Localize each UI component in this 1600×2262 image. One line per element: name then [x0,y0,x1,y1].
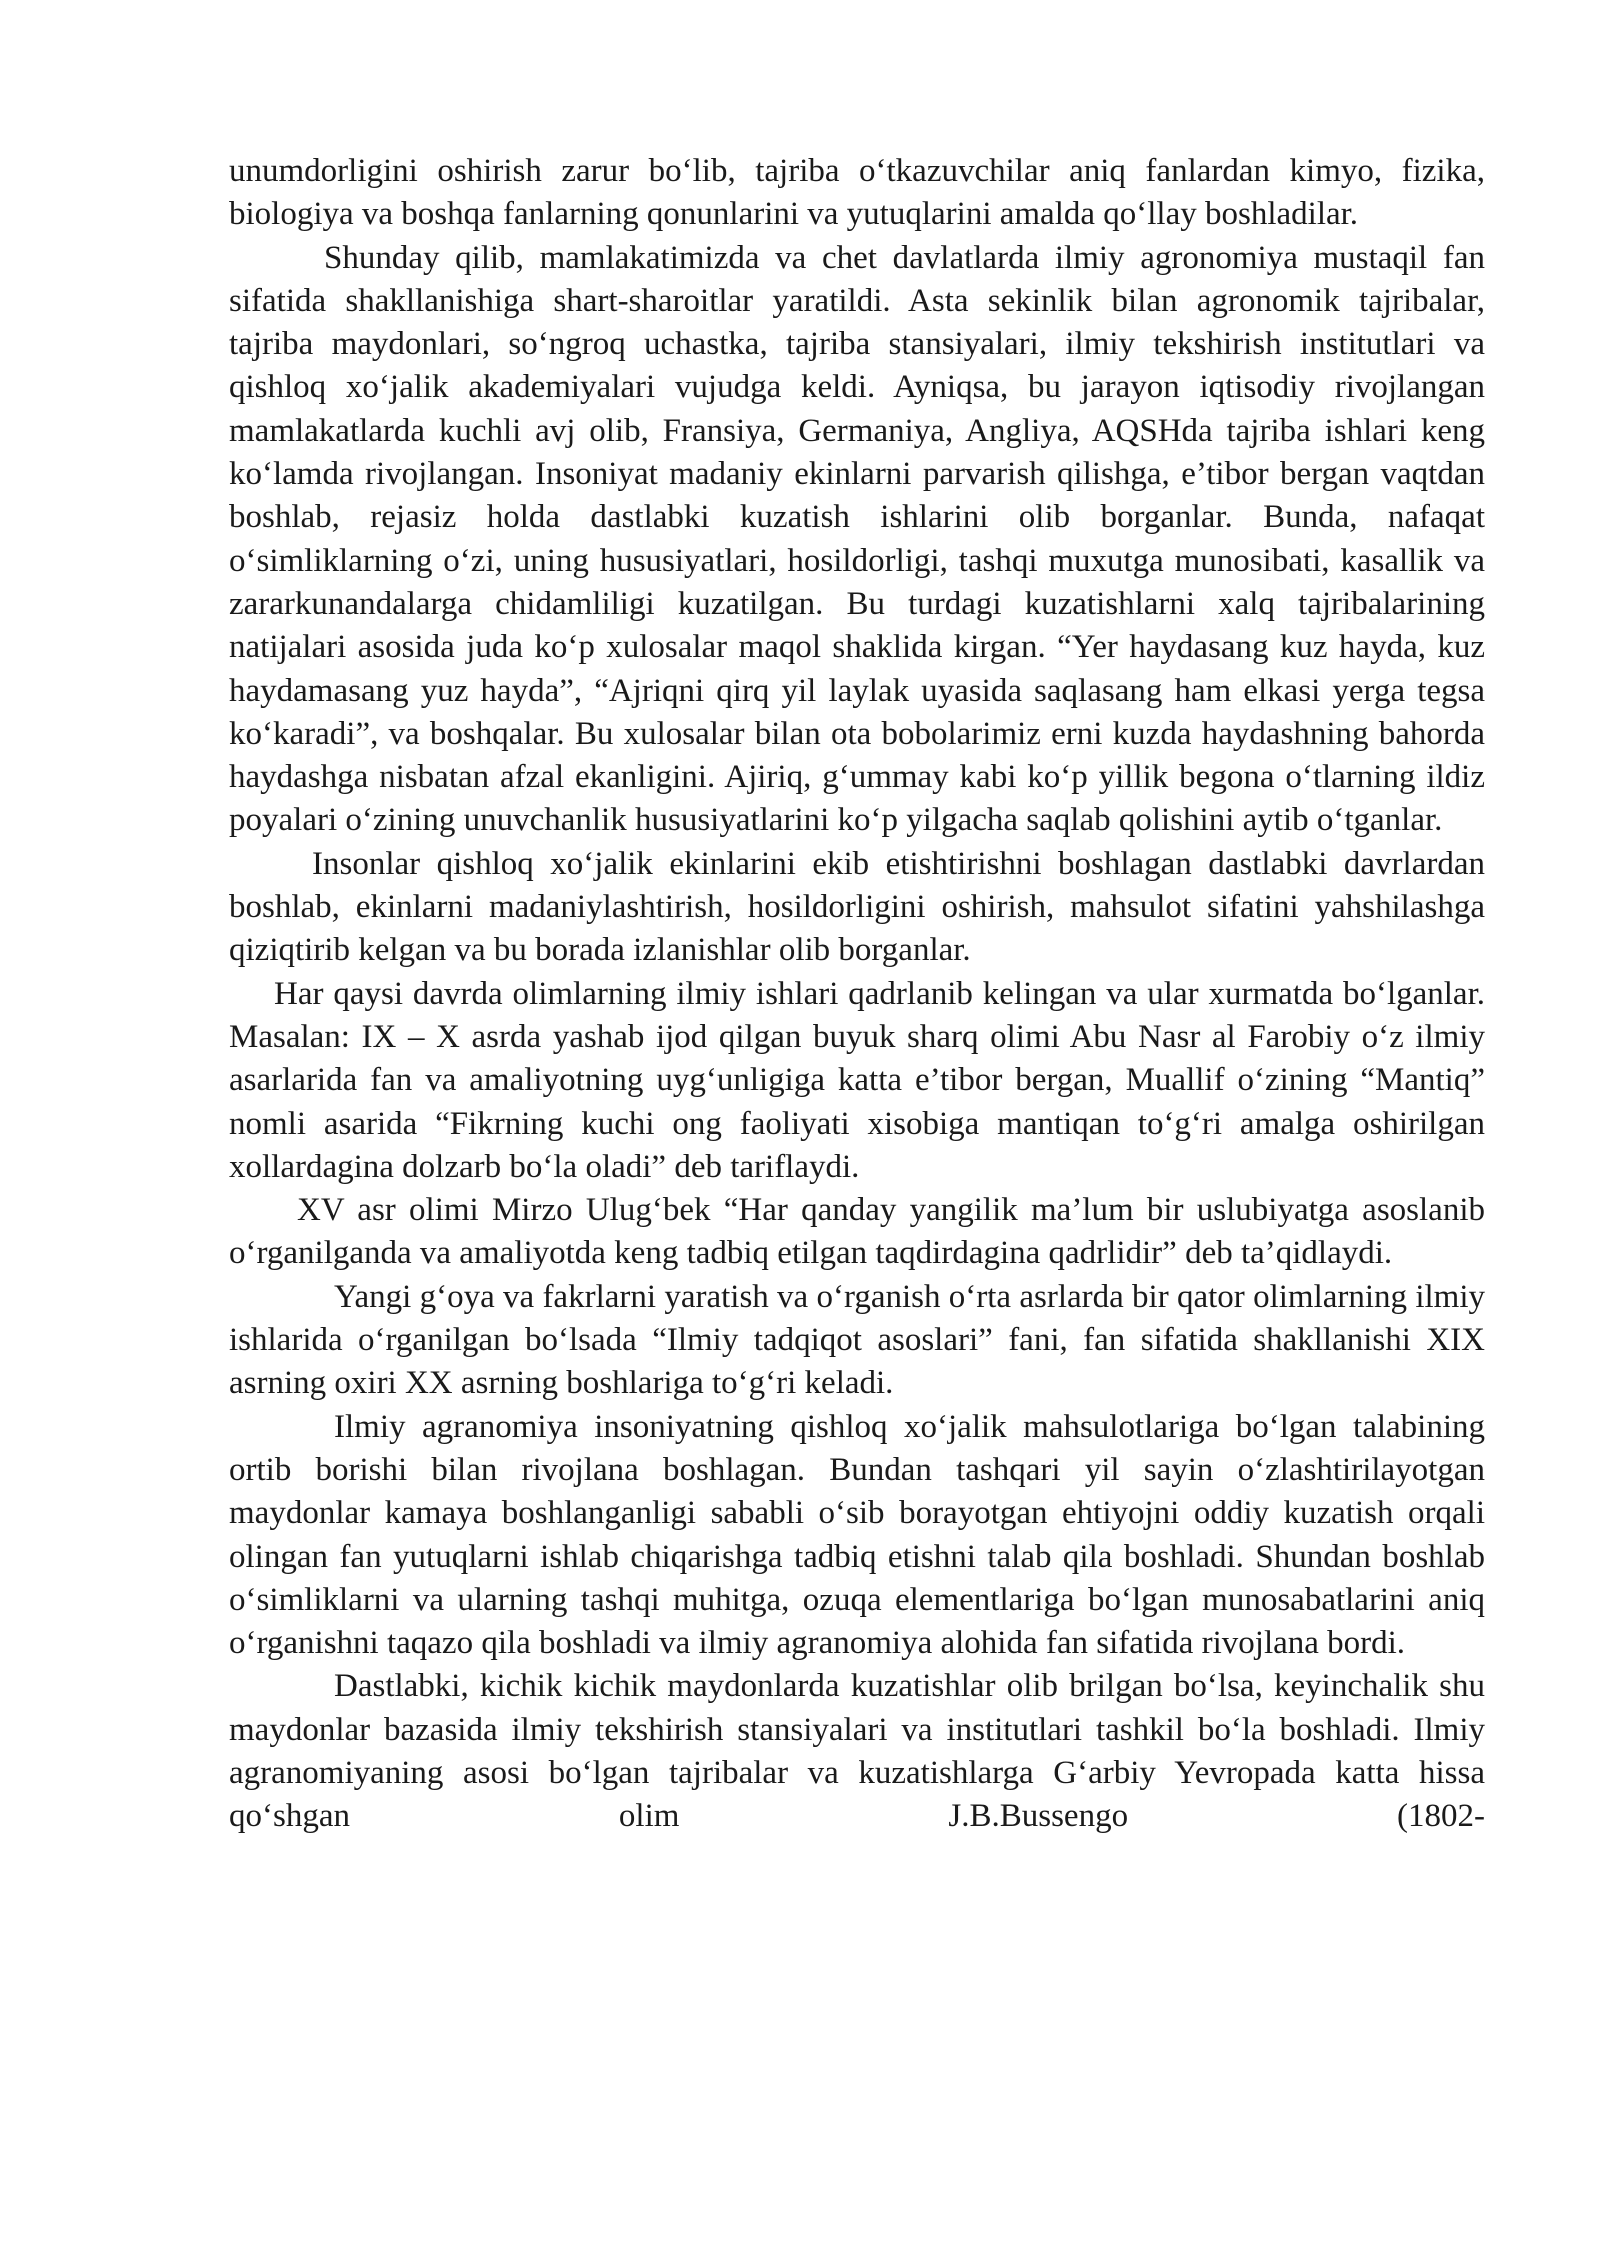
document-body [229,150,1485,1839]
paragraph-4: Har qaysi davrda olimlarning ilmiy ishlari qadrlanib kelingan va ular xurmatda bo‘lganlar. Masalan: IX – X asrda yashab ijod qilgan buyuk sharq olimi Abu Nasr al Farobiy o‘z ilmiy asarlarida fan va amaliyotning uyg‘unligiga katta e’tibor bergan, Muallif o‘zining “Mantiq” nomli asarida “Fikrning kuchi ong faoliyati xisobiga mantiqan to‘g‘ri amalga oshirilgan xollardagina dolzarb bo‘la oladi” deb tariflaydi. [229,975,1485,1185]
paragraph-1: unumdorligini oshirish zarur bo‘lib, tajriba o‘tkazuvchilar aniq fanlardan kimyo, fizika, biologiya va boshqa fanlarning qonunlarini va yutuqlarini amalda qo‘llay boshladilar. [229,153,1485,233]
paragraph-8: Dastlabki, kichik kichik maydonlarda kuzatishlar olib brilgan bo‘lsa, keyinchalik shu maydonlar bazasida ilmiy tekshirish stansiyalari va institutlari tashkil bo‘la boshladi. Ilmiy agranomiyaning asosi bo‘lgan tajribalar va kuzatishlarga G‘arbiy Yevropada katta hissa qo‘shgan olim J.B.Bussengo (1802- [229,1668,1485,1835]
paragraph-2: Shunday qilib, mamlakatimizda va chet davlatlarda ilmiy agronomiya mustaqil fan sifatida shakllanishiga shart-sharoitlar yaratildi. Asta sekinlik bilan agronomik tajribalar, tajriba maydonlari, so‘ngroq uchastka, tajriba stansiyalari, ilmiy tekshirish institutlari va qishloq xo‘jalik akademiyalari vujudga keldi. Ayniqsa, bu jarayon iqtisodiy rivojlangan mamlakatlarda kuchli avj olib, Fransiya, Germaniya, Angliya, AQSHda tajriba ishlari keng ko‘lamda rivojlangan. Insoniyat madaniy ekinlarni parvarish qilishga, e’tibor bergan vaqtdan boshlab, rejasiz holda dastlabki kuzatish ishlarini olib borganlar. Bunda, nafaqat o‘simliklarning o‘zi, uning hususiyatlari, hosildorligi, tashqi muxutga munosibati, kasallik va zararkunandalarga chidamliligi kuzatilgan. Bu turdagi kuzatishlarni xalq tajribalarining natijalari asosida juda ko‘p xulosalar maqol shaklida kirgan. “Yer haydasang kuz hayda, kuz haydamasang yuz hayda”, “Ajriqni qirq yil laylak uyasida saqlasang ham elkasi yerga tegsa ko‘karadi”, va boshqalar. Bu xulosalar bilan ota bobolarimiz erni kuzda haydashning bahorda haydashga nisbatan afzal ekanligini. Ajiriq, g‘ummay kabi ko‘p yillik begona o‘tlarning ildiz poyalari o‘zining unuvchanlik hususiyatlarini ko‘p yilgacha saqlab qolishini aytib o‘tganlar. [229,239,1485,839]
paragraph-3: Insonlar qishloq xo‘jalik ekinlarini ekib etishtirishni boshlagan dastlabki davrlardan boshlab, ekinlarni madaniylashtirish, hosildorligini oshirish, mahsulot sifatini yahshilashga qiziqtirib kelgan va bu borada izlanishlar olib borganlar. [229,845,1485,969]
paragraph-6: Yangi g‘oya va fakrlarni yaratish va o‘rganish o‘rta asrlarda bir qator olimlarning ilmiy ishlarida o‘rganilgan bo‘lsada “Ilmiy tadqiqot asoslari” fani, fan sifatida shakllanishi XIX asrning oxiri XX asrning boshlariga to‘g‘ri keladi. [229,1278,1485,1402]
paragraph-7: Ilmiy agranomiya insoniyatning qishloq xo‘jalik mahsulotlariga bo‘lgan talabining ortib borishi bilan rivojlana boshlagan. Bundan tashqari yil sayin o‘zlashtirilayotgan maydonlar kamaya boshlanganligi sababli o‘sib borayotgan ehtiyojni oddiy kuzatish orqali olingan fan yutuqlarni ishlab chiqarishga tadbiq etishni talab qila boshladi. Shundan boshlab o‘simliklarni va ularning tashqi muhitga, ozuqa elementlariga bo‘lgan munosabatlarini aniq o‘rganishni taqazo qila boshladi va ilmiy agranomiya alohida fan sifatida rivojlana bordi. [229,1408,1485,1662]
paragraph-5: XV asr olimi Mirzo Ulug‘bek “Har qanday yangilik ma’lum bir uslubiyatga asoslanib o‘rganilganda va amaliyotda keng tadbiq etilgan taqdirdagina qadrlidir” deb ta’qidlaydi. [229,1192,1485,1272]
